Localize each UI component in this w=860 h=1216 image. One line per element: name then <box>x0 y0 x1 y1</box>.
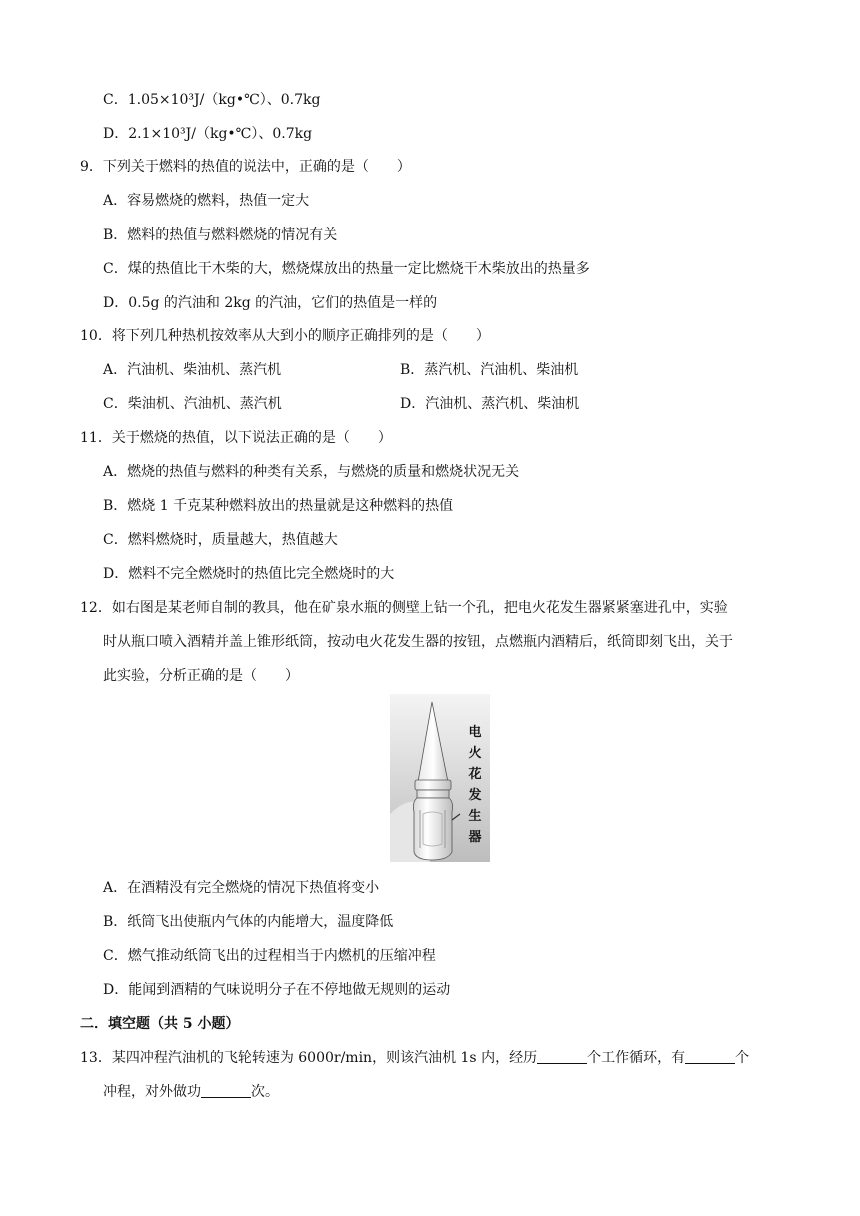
q10-stem: 10．将下列几种热机按效率从大到小的顺序正确排列的是（ ） <box>80 328 490 344</box>
q13-text: 冲程，对外做功 <box>103 1084 201 1100</box>
q12-option-b: B．纸筒飞出使瓶内气体的内能增大，温度降低 <box>103 914 394 930</box>
q11-option-a: A．燃烧的热值与燃料的种类有关系，与燃烧的质量和燃烧状况无关 <box>103 464 520 480</box>
q10-option-b: B．蒸汽机、汽油机、柴油机 <box>400 362 579 378</box>
figure-label-char: 火 <box>468 746 482 761</box>
q9-option-c: C．煤的热值比干木柴的大，燃烧煤放出的热量一定比燃烧干木柴放出的热量多 <box>103 261 590 277</box>
q12-option-c: C．燃气推动纸筒飞出的过程相当于内燃机的压缩冲程 <box>103 948 436 964</box>
q12-stem-line1: 12．如右图是某老师自制的教具，他在矿泉水瓶的侧壁上钻一个孔，把电火花发生器紧紧塞进孔中，实验 <box>80 600 728 616</box>
q10-option-a: A．汽油机、柴油机、蒸汽机 <box>103 362 282 378</box>
q8-option-c: C．1.05×10³J/（kg•℃）、0.7kg <box>103 92 321 108</box>
q13-text: 个工作循环，有 <box>587 1050 686 1066</box>
answer-blank[interactable] <box>685 1049 735 1064</box>
q13-text: 次。 <box>251 1084 279 1100</box>
figure-label-char: 花 <box>468 767 482 782</box>
figure-label-char: 器 <box>468 830 482 845</box>
q9-stem: 9．下列关于燃料的热值的说法中，正确的是（ ） <box>80 159 411 175</box>
q13-text: 个 <box>735 1050 750 1066</box>
q12-stem-line3: 此实验，分析正确的是（ ） <box>103 668 299 684</box>
q12-option-a: A．在酒精没有完全燃烧的情况下热值将变小 <box>103 880 380 896</box>
q10-option-d: D．汽油机、蒸汽机、柴油机 <box>400 396 580 412</box>
q10-option-c: C．柴油机、汽油机、蒸汽机 <box>103 396 282 412</box>
q9-option-b: B．燃料的热值与燃料燃烧的情况有关 <box>103 227 338 243</box>
q9-option-a: A．容易燃烧的燃料，热值一定大 <box>103 193 310 209</box>
q8-option-d: D．2.1×10³J/（kg•℃）、0.7kg <box>103 126 313 142</box>
figure-label-char: 生 <box>468 809 482 824</box>
figure-label-char: 电 <box>468 725 482 740</box>
q11-option-b: B．燃烧 1 千克某种燃料放出的热量就是这种燃料的热值 <box>103 498 454 514</box>
figure-label <box>465 722 485 848</box>
answer-blank[interactable] <box>201 1083 251 1098</box>
q12-option-d: D．能闻到酒精的气味说明分子在不停地做无规则的运动 <box>103 982 451 998</box>
q13-line2 <box>103 1082 279 1102</box>
q11-stem: 11．关于燃烧的热值，以下说法正确的是（ ） <box>80 430 392 446</box>
q12-stem-line2: 时从瓶口喷入酒精并盖上锥形纸筒，按动电火花发生器的按钮，点燃瓶内酒精后，纸筒即刻飞出，关于 <box>103 634 733 650</box>
spark-generator-bottle-figure <box>390 694 490 862</box>
answer-blank[interactable] <box>537 1049 587 1064</box>
section-heading: 二．填空题（共 5 小题） <box>80 1016 240 1032</box>
figure-label-char: 发 <box>468 788 482 803</box>
q11-option-c: C．燃料燃烧时，质量越大，热值越大 <box>103 532 338 548</box>
q13-text: 13．某四冲程汽油机的飞轮转速为 6000r/min，则该汽油机 1s 内，经历 <box>80 1050 538 1066</box>
q11-option-d: D．燃料不完全燃烧时的热值比完全燃烧时的大 <box>103 566 395 582</box>
q13-line1 <box>80 1048 749 1068</box>
q9-option-d: D．0.5g 的汽油和 2kg 的汽油，它们的热值是一样的 <box>103 295 438 311</box>
